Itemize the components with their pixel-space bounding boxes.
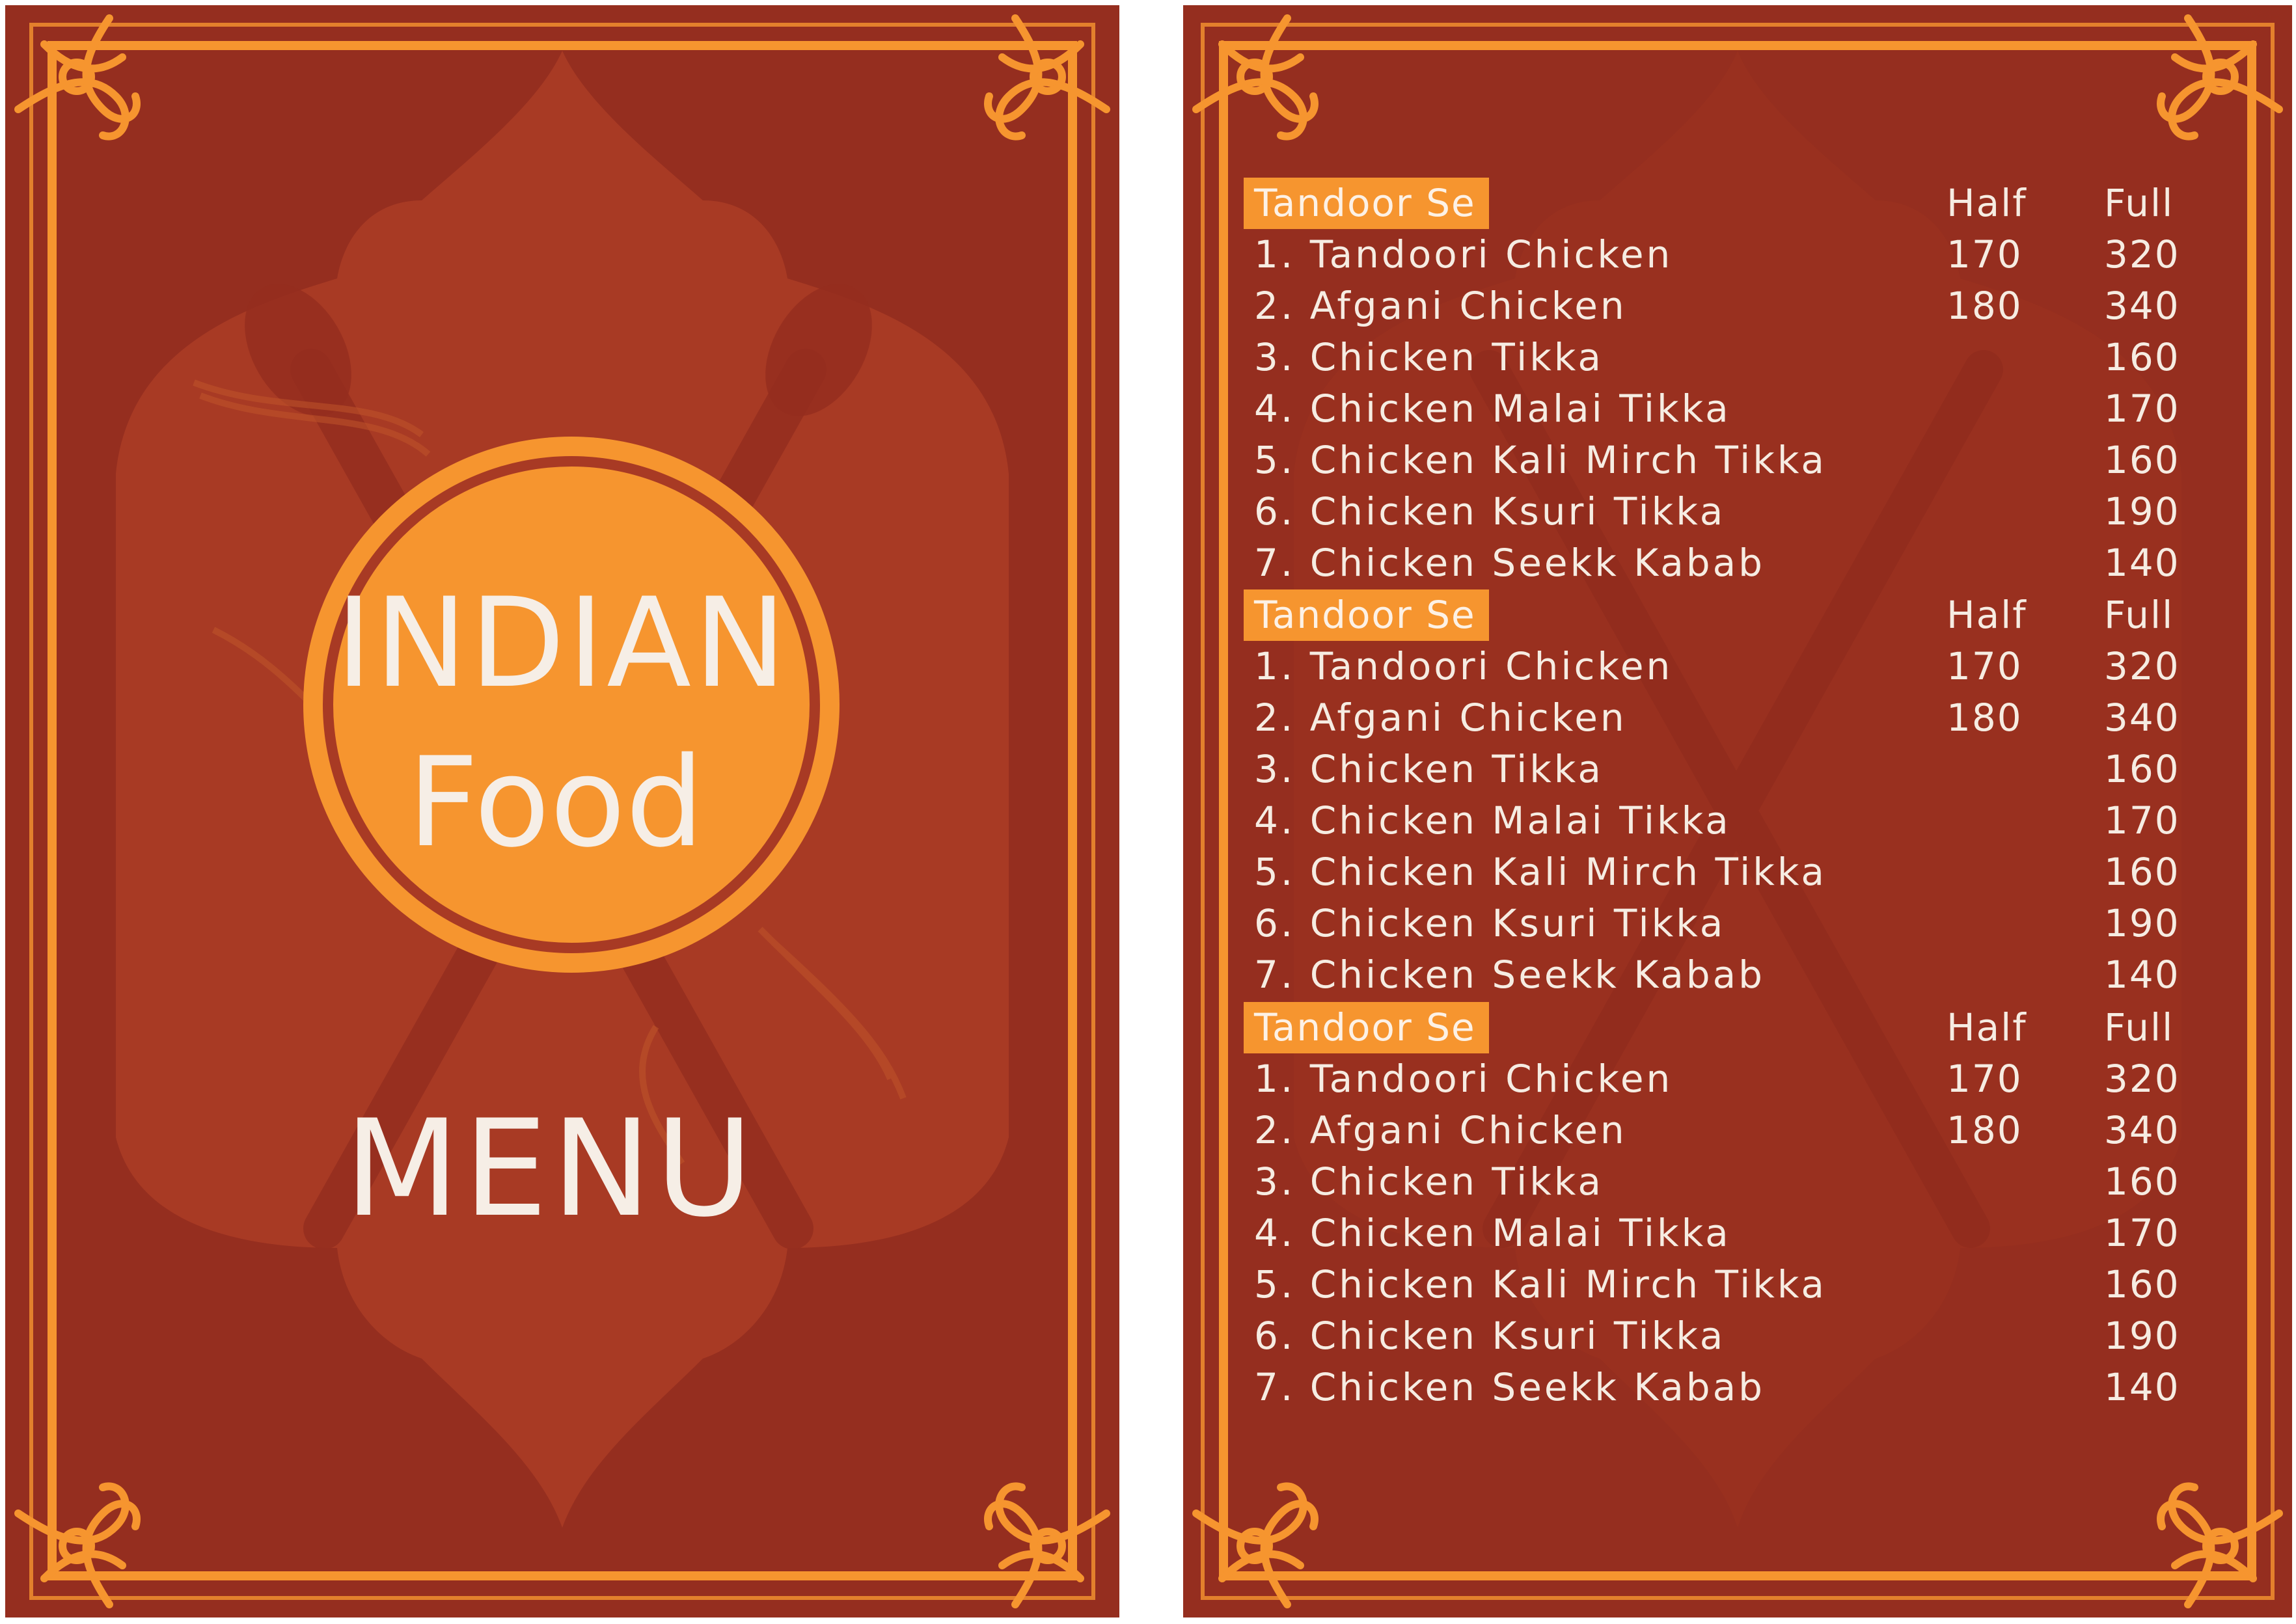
half-price: 170 (1947, 644, 2023, 688)
menu-item (1244, 280, 2220, 332)
section-title: Tandoor Se (1244, 178, 1489, 229)
item-name: 5. Chicken Kali Mirch Tikka (1254, 850, 1827, 894)
menu-item (1244, 1310, 2220, 1362)
menu-item (1244, 486, 2220, 537)
menu-item (1244, 744, 2220, 795)
full-price: 160 (2104, 335, 2180, 379)
full-price: 160 (2104, 438, 2180, 482)
menu-item (1244, 383, 2220, 435)
item-name: 4. Chicken Malai Tikka (1254, 1211, 1731, 1255)
full-price: 160 (2104, 747, 2180, 791)
full-price: 140 (2104, 1365, 2180, 1409)
menu-section-1 (1244, 178, 2220, 589)
section-header (1244, 178, 2220, 229)
full-price: 320 (2104, 644, 2180, 688)
menu-item (1244, 795, 2220, 846)
full-price: 140 (2104, 953, 2180, 997)
half-price: 180 (1947, 1108, 2023, 1152)
menu-item (1244, 641, 2220, 692)
menu-item (1244, 1362, 2220, 1413)
half-column-label: Half (1947, 1005, 2027, 1049)
full-price: 340 (2104, 284, 2180, 328)
section-title: Tandoor Se (1244, 1002, 1489, 1053)
half-price: 170 (1947, 1057, 2023, 1101)
full-column-label: Full (2104, 593, 2174, 637)
half-price: 180 (1947, 696, 2023, 740)
full-price: 140 (2104, 541, 2180, 585)
full-price: 160 (2104, 1159, 2180, 1204)
item-name: 2. Afgani Chicken (1254, 1108, 1627, 1152)
full-price: 340 (2104, 1108, 2180, 1152)
full-price: 190 (2104, 901, 2180, 945)
item-name: 2. Afgani Chicken (1254, 284, 1627, 328)
cover-title-food: Food (407, 731, 704, 874)
full-column-label: Full (2104, 181, 2174, 225)
full-price: 320 (2104, 1057, 2180, 1101)
full-price: 340 (2104, 696, 2180, 740)
half-column-label: Half (1947, 181, 2027, 225)
item-name: 7. Chicken Seekk Kabab (1254, 541, 1765, 585)
menu-item (1244, 846, 2220, 898)
item-name: 6. Chicken Ksuri Tikka (1254, 1314, 1726, 1358)
item-name: 1. Tandoori Chicken (1254, 232, 1673, 277)
menu-item (1244, 949, 2220, 1001)
item-name: 6. Chicken Ksuri Tikka (1254, 901, 1726, 945)
full-price: 170 (2104, 798, 2180, 843)
full-price: 190 (2104, 1314, 2180, 1358)
item-name: 7. Chicken Seekk Kabab (1254, 953, 1765, 997)
item-name: 3. Chicken Tikka (1254, 747, 1604, 791)
menu-item (1244, 1259, 2220, 1310)
item-name: 5. Chicken Kali Mirch Tikka (1254, 438, 1827, 482)
item-name: 1. Tandoori Chicken (1254, 1057, 1673, 1101)
item-name: 1. Tandoori Chicken (1254, 644, 1673, 688)
item-name: 4. Chicken Malai Tikka (1254, 798, 1731, 843)
item-name: 3. Chicken Tikka (1254, 335, 1604, 379)
menu-panel (1183, 5, 2292, 1617)
item-name: 3. Chicken Tikka (1254, 1159, 1604, 1204)
full-price: 170 (2104, 386, 2180, 431)
item-name: 5. Chicken Kali Mirch Tikka (1254, 1262, 1827, 1306)
half-price: 170 (1947, 232, 2023, 277)
menu-item (1244, 1156, 2220, 1208)
item-name: 4. Chicken Malai Tikka (1254, 386, 1731, 431)
menu-item (1244, 692, 2220, 744)
menu-section-2 (1244, 589, 2220, 1001)
menu-item (1244, 898, 2220, 949)
menu-item (1244, 1105, 2220, 1156)
menu-item (1244, 332, 2220, 383)
cover-title-menu: MENU (344, 1092, 757, 1247)
section-title: Tandoor Se (1244, 589, 1489, 641)
item-name: 6. Chicken Ksuri Tikka (1254, 489, 1726, 534)
full-price: 320 (2104, 232, 2180, 277)
full-column-label: Full (2104, 1005, 2174, 1049)
full-price: 160 (2104, 1262, 2180, 1306)
section-header (1244, 1002, 2220, 1053)
section-header (1244, 589, 2220, 641)
full-price: 170 (2104, 1211, 2180, 1255)
menu-section-3 (1244, 1002, 2220, 1413)
half-column-label: Half (1947, 593, 2027, 637)
cover-title-indian: INDIAN (335, 571, 789, 715)
item-name: 2. Afgani Chicken (1254, 696, 1627, 740)
half-price: 180 (1947, 284, 2023, 328)
cover-panel (5, 5, 1119, 1617)
menu-item (1244, 1208, 2220, 1259)
menu-item (1244, 229, 2220, 280)
item-name: 7. Chicken Seekk Kabab (1254, 1365, 1765, 1409)
full-price: 190 (2104, 489, 2180, 534)
full-price: 160 (2104, 850, 2180, 894)
menu-item (1244, 537, 2220, 589)
menu-item (1244, 435, 2220, 486)
menu-item (1244, 1053, 2220, 1105)
